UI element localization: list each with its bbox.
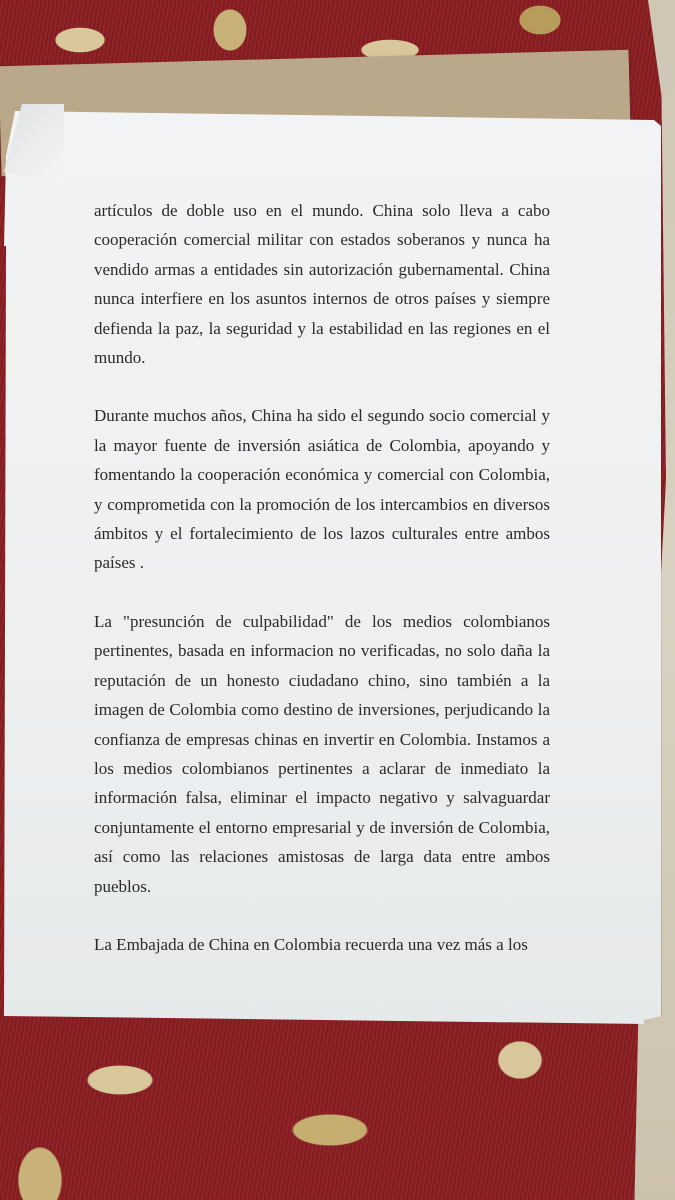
paragraph-3: La "presunción de culpabilidad" de los medios colombianos pertinentes, basada en informacion no verificadas, no solo daña la reputación de un honesto ciudadano chino, sino también a la imagen de Colombia como destino de inversiones, perjudicando la confianza de empresas chinas en invertir en Colombia. Instamos a los medios colombianos pertinentes a aclarar de inmediato la información falsa, eliminar el impacto negativo y salvaguardar conjuntamente el entorno empresarial y de inversión de Colombia, así como las relaciones amistosas de larga data entre ambos pueblos. [94,611,550,896]
document-body [94,196,550,988]
paragraph-1: artículos de doble uso en el mundo. China solo lleva a cabo cooperación comercial militar con estados soberanos y nunca ha vendido armas a entidades sin autorización gubernamental. China nunca interfiere en los asuntos internos de otros países y siempre defienda la paz, la seguridad y la estabilidad en las regiones en el mundo. [94,201,550,368]
paragraph-2: Durante muchos años, China ha sido el segundo socio comercial y la mayor fuente de inversión asiática de Colombia, apoyando y fomentando la cooperación económica y comercial con Colombia, y comprometida con la promoción de los intercambios en diversos ámbitos y el fortalecimiento de los lazos culturales entre ambos países . [94,406,550,573]
paragraph-4: La Embajada de China en Colombia recuerda una vez más a los [94,934,528,954]
